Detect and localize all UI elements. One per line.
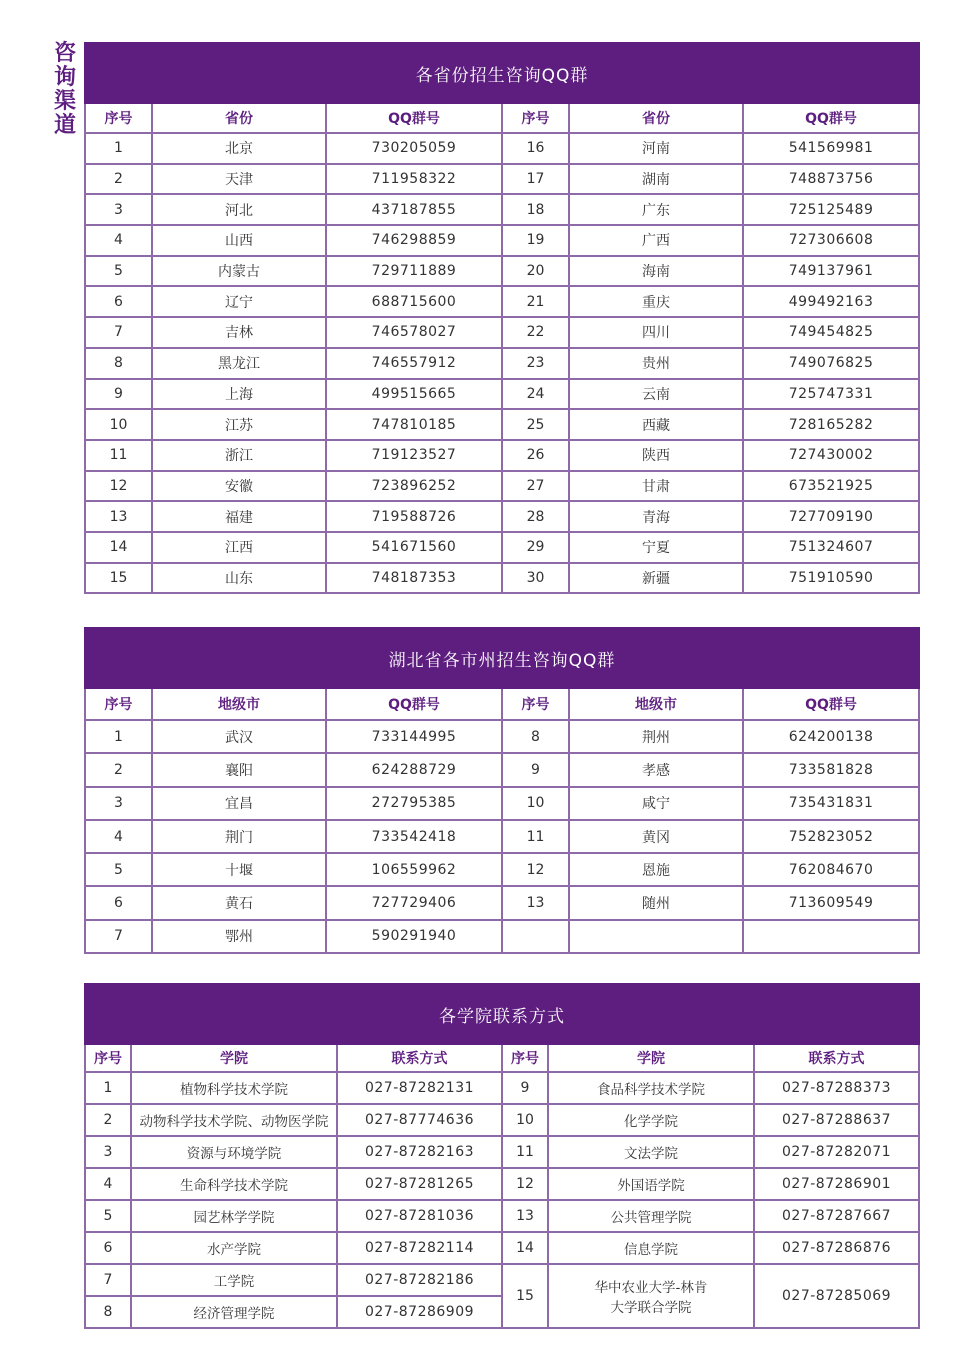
row-index: 21 bbox=[502, 286, 569, 317]
qq-group-number: 748187353 bbox=[326, 563, 502, 594]
row-index: 2 bbox=[85, 1104, 131, 1136]
row-index: 4 bbox=[85, 820, 152, 853]
table-row bbox=[85, 820, 919, 853]
contact-phone: 027-87288373 bbox=[754, 1072, 919, 1104]
table-row bbox=[85, 720, 919, 753]
region-name: 河北 bbox=[152, 194, 326, 225]
table-row bbox=[85, 532, 919, 563]
column-header: 联系方式 bbox=[337, 1044, 502, 1072]
row-index: 9 bbox=[85, 379, 152, 410]
region-name: 辽宁 bbox=[152, 286, 326, 317]
table-row bbox=[85, 1072, 919, 1104]
qq-group-number: 437187855 bbox=[326, 194, 502, 225]
region-name: 云南 bbox=[569, 379, 743, 410]
column-header: 地级市 bbox=[569, 688, 743, 720]
row-index: 12 bbox=[85, 471, 152, 502]
college-name: 化学学院 bbox=[548, 1104, 754, 1136]
qq-group-number: 762084670 bbox=[743, 853, 919, 886]
contact-phone: 027-87281036 bbox=[337, 1200, 502, 1232]
row-index: 9 bbox=[502, 1072, 548, 1104]
qq-group-number: 751324607 bbox=[743, 532, 919, 563]
college-name: 文法学院 bbox=[548, 1136, 754, 1168]
region-name: 江西 bbox=[152, 532, 326, 563]
side-title-char: 询 bbox=[53, 65, 76, 90]
contact-phone: 027-87282114 bbox=[337, 1232, 502, 1264]
region-name: 鄂州 bbox=[152, 920, 326, 953]
region-name: 山东 bbox=[152, 563, 326, 594]
qq-group-number: 106559962 bbox=[326, 853, 502, 886]
table-row bbox=[85, 225, 919, 256]
column-header: 序号 bbox=[502, 103, 569, 133]
row-index: 30 bbox=[502, 563, 569, 594]
qq-group-number: 746298859 bbox=[326, 225, 502, 256]
region-name: 山西 bbox=[152, 225, 326, 256]
qq-group-number bbox=[743, 920, 919, 953]
row-index: 2 bbox=[85, 753, 152, 786]
row-index: 10 bbox=[502, 787, 569, 820]
qq-group-number: 499492163 bbox=[743, 286, 919, 317]
row-index: 9 bbox=[502, 753, 569, 786]
row-index: 11 bbox=[502, 1136, 548, 1168]
college-table-header bbox=[85, 1044, 919, 1072]
region-name: 咸宁 bbox=[569, 787, 743, 820]
qq-group-number: 748873756 bbox=[743, 164, 919, 195]
row-index: 12 bbox=[502, 853, 569, 886]
row-index: 13 bbox=[502, 1200, 548, 1232]
region-name: 宜昌 bbox=[152, 787, 326, 820]
qq-group-number: 499515665 bbox=[326, 379, 502, 410]
column-header: QQ群号 bbox=[326, 103, 502, 133]
contact-phone: 027-87285069 bbox=[754, 1264, 919, 1328]
contact-phone: 027-87282186 bbox=[337, 1264, 502, 1296]
table-row bbox=[85, 1264, 919, 1296]
college-table-title: 各学院联系方式 bbox=[85, 984, 919, 1044]
region-name: 襄阳 bbox=[152, 753, 326, 786]
row-index: 8 bbox=[85, 1296, 131, 1328]
row-index: 3 bbox=[85, 194, 152, 225]
college-name: 水产学院 bbox=[131, 1232, 337, 1264]
qq-group-number: 749076825 bbox=[743, 348, 919, 379]
table-row bbox=[85, 1104, 919, 1136]
region-name: 新疆 bbox=[569, 563, 743, 594]
table-row bbox=[85, 563, 919, 594]
row-index: 15 bbox=[85, 563, 152, 594]
contact-phone: 027-87287667 bbox=[754, 1200, 919, 1232]
row-index: 28 bbox=[502, 501, 569, 532]
table-row bbox=[85, 164, 919, 195]
contact-phone: 027-87282071 bbox=[754, 1136, 919, 1168]
row-index: 16 bbox=[502, 133, 569, 164]
row-index: 11 bbox=[502, 820, 569, 853]
college-name: 工学院 bbox=[131, 1264, 337, 1296]
row-index: 5 bbox=[85, 1200, 131, 1232]
column-header: 序号 bbox=[85, 103, 152, 133]
region-name bbox=[569, 920, 743, 953]
region-name: 十堰 bbox=[152, 853, 326, 886]
contact-phone: 027-87282163 bbox=[337, 1136, 502, 1168]
row-index: 1 bbox=[85, 133, 152, 164]
row-index: 13 bbox=[85, 501, 152, 532]
row-index: 8 bbox=[85, 348, 152, 379]
region-name: 河南 bbox=[569, 133, 743, 164]
region-name: 荆州 bbox=[569, 720, 743, 753]
row-index: 1 bbox=[85, 720, 152, 753]
row-index: 25 bbox=[502, 409, 569, 440]
qq-group-number: 719123527 bbox=[326, 440, 502, 471]
column-header: 联系方式 bbox=[754, 1044, 919, 1072]
region-name: 吉林 bbox=[152, 317, 326, 348]
qq-group-number: 729711889 bbox=[326, 256, 502, 287]
qq-group-number: 733581828 bbox=[743, 753, 919, 786]
college-table-body bbox=[85, 1072, 919, 1328]
qq-group-number: 719588726 bbox=[326, 501, 502, 532]
row-index: 4 bbox=[85, 225, 152, 256]
qq-group-number: 673521925 bbox=[743, 471, 919, 502]
college-name: 信息学院 bbox=[548, 1232, 754, 1264]
college-name: 动物科学技术学院、动物医学院 bbox=[131, 1104, 337, 1136]
contact-phone: 027-87281265 bbox=[337, 1168, 502, 1200]
region-name: 海南 bbox=[569, 256, 743, 287]
region-name: 随州 bbox=[569, 886, 743, 919]
row-index: 10 bbox=[85, 409, 152, 440]
row-index: 3 bbox=[85, 787, 152, 820]
region-name: 西藏 bbox=[569, 409, 743, 440]
contact-phone: 027-87286909 bbox=[337, 1296, 502, 1328]
region-name: 湖南 bbox=[569, 164, 743, 195]
college-name: 生命科学技术学院 bbox=[131, 1168, 337, 1200]
table-row bbox=[85, 348, 919, 379]
region-name: 内蒙古 bbox=[152, 256, 326, 287]
row-index: 17 bbox=[502, 164, 569, 195]
region-name: 恩施 bbox=[569, 853, 743, 886]
qq-group-number: 272795385 bbox=[326, 787, 502, 820]
row-index: 26 bbox=[502, 440, 569, 471]
column-header: 省份 bbox=[569, 103, 743, 133]
column-header: 学院 bbox=[548, 1044, 754, 1072]
region-name: 广东 bbox=[569, 194, 743, 225]
college-name: 外国语学院 bbox=[548, 1168, 754, 1200]
row-index: 6 bbox=[85, 286, 152, 317]
row-index: 5 bbox=[85, 853, 152, 886]
row-index: 15 bbox=[502, 1264, 548, 1328]
college-name: 公共管理学院 bbox=[548, 1200, 754, 1232]
region-name: 浙江 bbox=[152, 440, 326, 471]
contact-phone: 027-87286901 bbox=[754, 1168, 919, 1200]
table-row bbox=[85, 886, 919, 919]
row-index: 27 bbox=[502, 471, 569, 502]
row-index: 7 bbox=[85, 317, 152, 348]
column-header: QQ群号 bbox=[743, 688, 919, 720]
qq-group-number: 711958322 bbox=[326, 164, 502, 195]
hubei-table-header bbox=[85, 688, 919, 720]
row-index: 5 bbox=[85, 256, 152, 287]
region-name: 上海 bbox=[152, 379, 326, 410]
college-contact-table bbox=[84, 983, 920, 1329]
province-table-title: 各省份招生咨询QQ群 bbox=[85, 43, 919, 103]
hubei-table-body bbox=[85, 720, 919, 953]
region-name: 青海 bbox=[569, 501, 743, 532]
row-index: 1 bbox=[85, 1072, 131, 1104]
row-index: 20 bbox=[502, 256, 569, 287]
region-name: 重庆 bbox=[569, 286, 743, 317]
column-header: 序号 bbox=[502, 1044, 548, 1072]
qq-group-number: 624200138 bbox=[743, 720, 919, 753]
row-index bbox=[502, 920, 569, 953]
row-index: 6 bbox=[85, 886, 152, 919]
table-row bbox=[85, 1168, 919, 1200]
table-row bbox=[85, 787, 919, 820]
column-header: 序号 bbox=[85, 688, 152, 720]
side-title-char: 渠 bbox=[53, 89, 76, 114]
qq-group-number: 727430002 bbox=[743, 440, 919, 471]
region-name: 黄石 bbox=[152, 886, 326, 919]
province-qq-table bbox=[84, 42, 920, 594]
column-header: 省份 bbox=[152, 103, 326, 133]
region-name: 安徽 bbox=[152, 471, 326, 502]
table-row bbox=[85, 286, 919, 317]
region-name: 福建 bbox=[152, 501, 326, 532]
table-row bbox=[85, 753, 919, 786]
row-index: 22 bbox=[502, 317, 569, 348]
qq-group-number: 749454825 bbox=[743, 317, 919, 348]
hubei-qq-table bbox=[84, 627, 920, 954]
region-name: 广西 bbox=[569, 225, 743, 256]
row-index: 12 bbox=[502, 1168, 548, 1200]
contact-phone: 027-87286876 bbox=[754, 1232, 919, 1264]
qq-group-number: 735431831 bbox=[743, 787, 919, 820]
row-index: 4 bbox=[85, 1168, 131, 1200]
row-index: 7 bbox=[85, 920, 152, 953]
region-name: 宁夏 bbox=[569, 532, 743, 563]
row-index: 14 bbox=[502, 1232, 548, 1264]
row-index: 3 bbox=[85, 1136, 131, 1168]
qq-group-number: 723896252 bbox=[326, 471, 502, 502]
table-row bbox=[85, 317, 919, 348]
row-index: 7 bbox=[85, 1264, 131, 1296]
region-name: 荆门 bbox=[152, 820, 326, 853]
qq-group-number: 688715600 bbox=[326, 286, 502, 317]
college-name: 资源与环境学院 bbox=[131, 1136, 337, 1168]
province-table-body bbox=[85, 133, 919, 593]
table-row bbox=[85, 853, 919, 886]
qq-group-number: 541569981 bbox=[743, 133, 919, 164]
region-name: 黄冈 bbox=[569, 820, 743, 853]
column-header: 序号 bbox=[85, 1044, 131, 1072]
column-header: QQ群号 bbox=[326, 688, 502, 720]
college-name: 食品科学技术学院 bbox=[548, 1072, 754, 1104]
qq-group-number: 727306608 bbox=[743, 225, 919, 256]
region-name: 江苏 bbox=[152, 409, 326, 440]
qq-group-number: 749137961 bbox=[743, 256, 919, 287]
region-name: 贵州 bbox=[569, 348, 743, 379]
region-name: 黑龙江 bbox=[152, 348, 326, 379]
qq-group-number: 590291940 bbox=[326, 920, 502, 953]
region-name: 武汉 bbox=[152, 720, 326, 753]
qq-group-number: 713609549 bbox=[743, 886, 919, 919]
column-header: QQ群号 bbox=[743, 103, 919, 133]
row-index: 29 bbox=[502, 532, 569, 563]
college-name: 植物科学技术学院 bbox=[131, 1072, 337, 1104]
contact-phone: 027-87282131 bbox=[337, 1072, 502, 1104]
college-name: 园艺林学学院 bbox=[131, 1200, 337, 1232]
region-name: 四川 bbox=[569, 317, 743, 348]
row-index: 19 bbox=[502, 225, 569, 256]
table-row bbox=[85, 1136, 919, 1168]
row-index: 14 bbox=[85, 532, 152, 563]
table-row bbox=[85, 409, 919, 440]
qq-group-number: 746578027 bbox=[326, 317, 502, 348]
hubei-table-title: 湖北省各市州招生咨询QQ群 bbox=[85, 628, 919, 688]
side-title-char: 咨 bbox=[53, 41, 76, 66]
column-header: 学院 bbox=[131, 1044, 337, 1072]
qq-group-number: 747810185 bbox=[326, 409, 502, 440]
region-name: 北京 bbox=[152, 133, 326, 164]
region-name: 陕西 bbox=[569, 440, 743, 471]
qq-group-number: 751910590 bbox=[743, 563, 919, 594]
region-name: 孝感 bbox=[569, 753, 743, 786]
table-row bbox=[85, 379, 919, 410]
side-title-char: 道 bbox=[53, 113, 76, 138]
qq-group-number: 728165282 bbox=[743, 409, 919, 440]
row-index: 6 bbox=[85, 1232, 131, 1264]
table-row bbox=[85, 1200, 919, 1232]
qq-group-number: 727709190 bbox=[743, 501, 919, 532]
province-table-header bbox=[85, 103, 919, 133]
table-row bbox=[85, 471, 919, 502]
qq-group-number: 730205059 bbox=[326, 133, 502, 164]
column-header: 序号 bbox=[502, 688, 569, 720]
contact-phone: 027-87774636 bbox=[337, 1104, 502, 1136]
qq-group-number: 725747331 bbox=[743, 379, 919, 410]
contact-phone: 027-87288637 bbox=[754, 1104, 919, 1136]
college-name: 华中农业大学-林肯 大学联合学院 bbox=[548, 1264, 754, 1328]
qq-group-number: 752823052 bbox=[743, 820, 919, 853]
qq-group-number: 727729406 bbox=[326, 886, 502, 919]
row-index: 10 bbox=[502, 1104, 548, 1136]
college-name: 经济管理学院 bbox=[131, 1296, 337, 1328]
table-row bbox=[85, 501, 919, 532]
table-row bbox=[85, 194, 919, 225]
qq-group-number: 746557912 bbox=[326, 348, 502, 379]
table-row bbox=[85, 133, 919, 164]
row-index: 13 bbox=[502, 886, 569, 919]
qq-group-number: 733144995 bbox=[326, 720, 502, 753]
qq-group-number: 624288729 bbox=[326, 753, 502, 786]
qq-group-number: 541671560 bbox=[326, 532, 502, 563]
row-index: 18 bbox=[502, 194, 569, 225]
region-name: 甘肃 bbox=[569, 471, 743, 502]
table-row bbox=[85, 440, 919, 471]
row-index: 8 bbox=[502, 720, 569, 753]
row-index: 11 bbox=[85, 440, 152, 471]
table-row bbox=[85, 1232, 919, 1264]
qq-group-number: 725125489 bbox=[743, 194, 919, 225]
column-header: 地级市 bbox=[152, 688, 326, 720]
row-index: 2 bbox=[85, 164, 152, 195]
region-name: 天津 bbox=[152, 164, 326, 195]
table-row bbox=[85, 256, 919, 287]
qq-group-number: 733542418 bbox=[326, 820, 502, 853]
row-index: 24 bbox=[502, 379, 569, 410]
side-title bbox=[51, 42, 79, 138]
row-index: 23 bbox=[502, 348, 569, 379]
table-row bbox=[85, 920, 919, 953]
